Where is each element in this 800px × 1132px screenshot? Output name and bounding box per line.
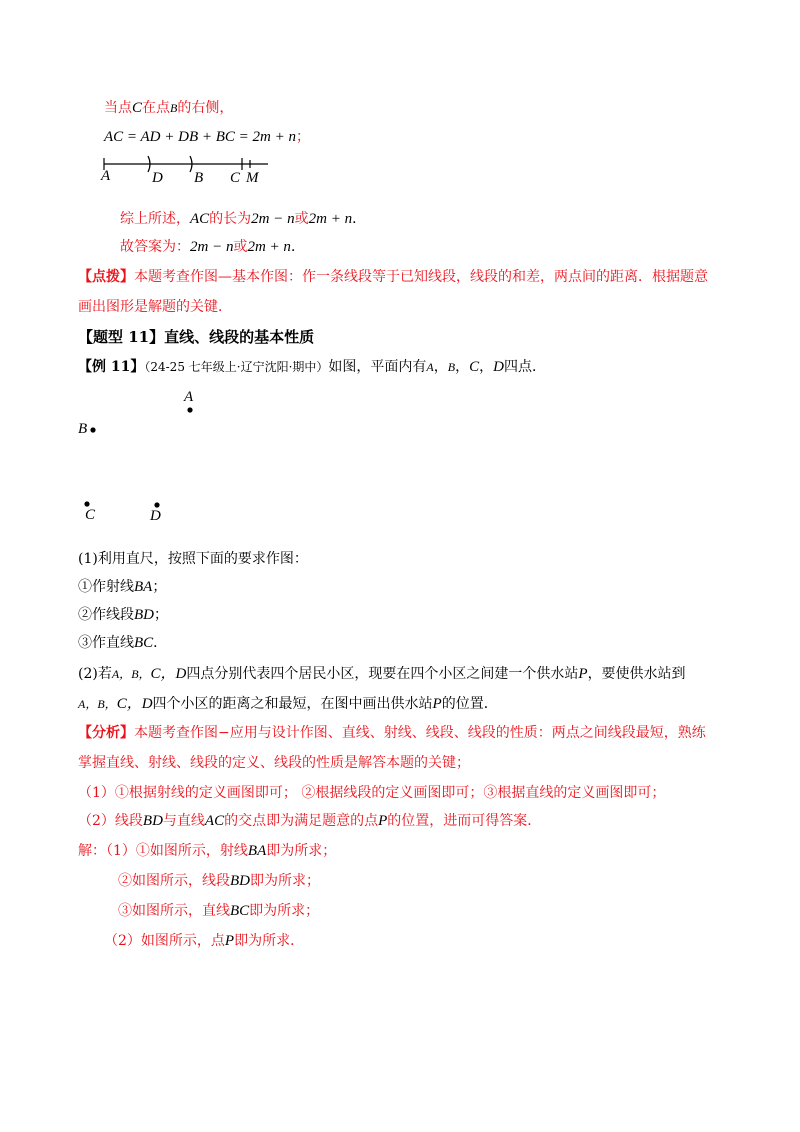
case-c-right-line: 当点C在点B的右侧， [104,100,234,116]
tip-line-1: 【点拨】本题考查作图—基本作图：作一条线段等于已知线段，线段的和差，两点间的距离．根据题意 [78,269,708,285]
q1-item-3: ③作直线BC． [78,635,168,651]
solution-line-3: ③如图所示，直线BC即为所求； [118,903,320,919]
fig2-label-c: C [85,507,96,523]
q1-item-1: ①作射线BA； [78,579,167,595]
fig2-label-d: D [150,508,161,524]
answer-line: 故答案为：2m − n或2m + n． [120,239,305,255]
case-c-right-formula: AC = AD + DB + BC = 2m + n； [104,129,310,145]
solution-line-4: （2）如图所示，点P即为所求． [104,933,305,949]
tip-line-2: 画出图形是解题的关键． [78,299,232,315]
fig1-label-c: C [230,170,241,186]
q2-line-2: A，B，C，D四个小区的距离之和最短，在图中画出供水站P的位置． [78,696,498,712]
q1-intro: (1)利用直尺，按照下面的要求作图： [78,551,308,567]
fig2-label-a: A [184,389,194,405]
analysis-line-1: 【分析】本题考查作图−应用与设计作图、直线、射线、线段、线段的性质：两点之间线段最短，熟练 [78,725,706,741]
fig1-label-a: A [101,168,111,184]
fig2-label-b: B [78,421,88,437]
fig1-label-m: M [246,170,259,186]
solution-line-2: ②如图所示，线段BD即为所求； [118,873,320,889]
q2-line-1: (2)若A，B，C，D四点分别代表四个居民小区，现要在四个小区之间建一个供水站P，要使供水站到 [78,666,686,682]
example-line: 【例 11】（24-25 七年级上·辽宁沈阳·期中）如图，平面内有A，B，C，D四点． [78,359,546,375]
fig1-label-b: B [194,170,204,186]
q1-item-2: ②作线段BD； [78,607,168,623]
solution-line-1: 解：（1）①如图所示，射线BA即为所求； [78,843,337,859]
summary-line: 综上所述，AC的长为2m − n或2m + n． [120,211,367,227]
fig1-label-d: D [152,170,163,186]
analysis-line-4: （2）线段BD与直线AC的交点即为满足题意的点P的位置，进而可得答案． [78,813,542,829]
analysis-line-3: （1）①根据射线的定义画图即可； ②根据线段的定义画图即可；③根据直线的定义画图即可； [78,785,666,801]
analysis-line-2: 掌握直线、射线、线段的定义、线段的性质是解答本题的关键； [78,755,470,771]
section-title: 【题型 11】直线、线段的基本性质 [78,328,315,346]
